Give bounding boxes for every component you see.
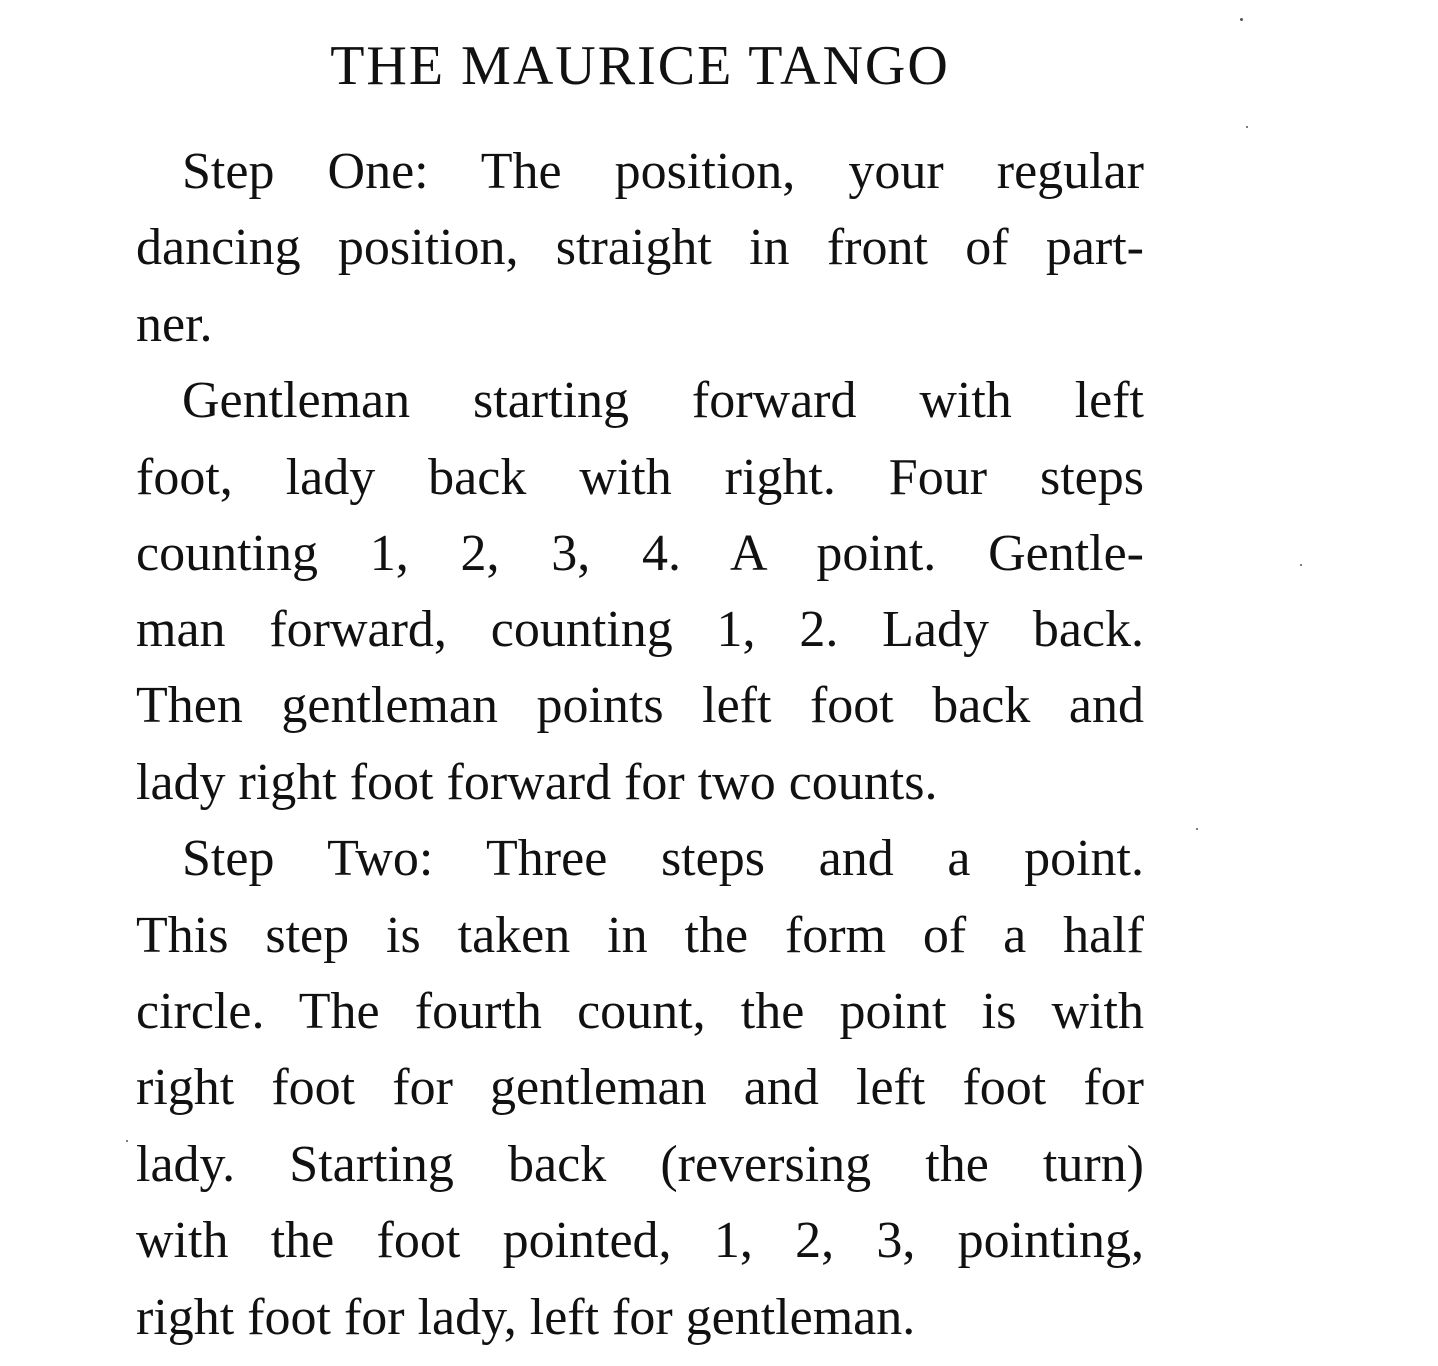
text-line: counting 1, 2, 3, 4. A point. Gentle- (136, 525, 1144, 582)
text-line: circle. The fourth count, the point is with (136, 983, 1144, 1040)
text-line: man forward, counting 1, 2. Lady back. (136, 601, 1144, 658)
text-line: dancing position, straight in front of part- (136, 219, 1144, 276)
text-line: foot, lady back with right. Four steps (136, 449, 1144, 506)
text-line: Gentleman starting forward with left (182, 372, 1144, 429)
text-line: right foot for gentleman and left foot for (136, 1059, 1144, 1116)
text-line: ner. (136, 296, 213, 353)
scan-speck (1196, 828, 1198, 830)
text-line: Then gentleman points left foot back and (136, 677, 1144, 734)
text-line: This step is taken in the form of a half (136, 907, 1144, 964)
page-title: THE MAURICE TANGO (330, 35, 950, 97)
text-line: with the foot pointed, 1, 2, 3, pointing, (136, 1212, 1144, 1269)
text-line: lady. Starting back (reversing the turn) (136, 1136, 1144, 1193)
text-line: Step Two: Three steps and a point. (182, 830, 1144, 887)
text-line: lady right foot forward for two counts. (136, 754, 938, 811)
scan-speck (1240, 18, 1243, 21)
scan-speck (126, 1140, 128, 1142)
text-line: right foot for lady, left for gentleman. (136, 1289, 916, 1346)
scan-speck (1246, 126, 1248, 128)
text-line: Step One: The position, your regular (182, 143, 1144, 200)
scan-speck (1300, 564, 1302, 566)
